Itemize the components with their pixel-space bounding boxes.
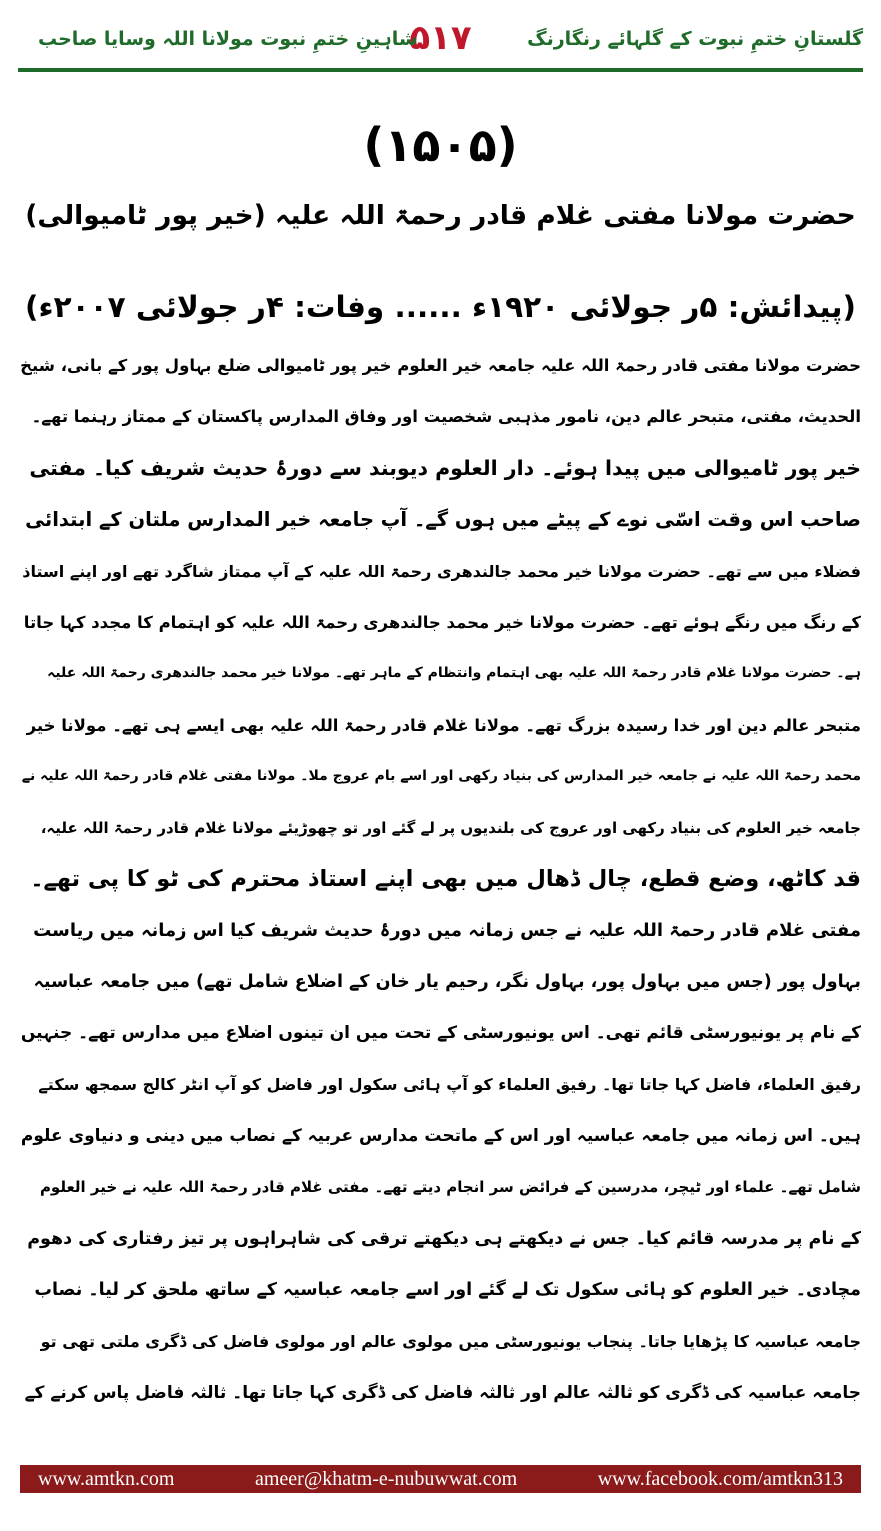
facebook-link[interactable]: www.facebook.com/amtkn313 bbox=[597, 1467, 843, 1490]
page-footer bbox=[20, 1465, 861, 1493]
page-number: ۵۱۷ bbox=[409, 18, 472, 58]
body-line: خیر پور ٹامیوالی میں پیدا ہوئے۔ دار العلوم دیوبند سے دورۂ حدیث شریف کیا۔ مفتی bbox=[29, 455, 861, 480]
body-line: بہاول پور (جس میں بہاول پور، بہاول نگر، رحیم یار خان کے اضلاع شامل تھے) میں جامعہ عباسیہ bbox=[33, 971, 861, 992]
website-link[interactable]: www.amtkn.com bbox=[38, 1467, 175, 1490]
body-line: حضرت مولانا مفتی قادر رحمۃ اللہ علیہ جامعہ خیر العلوم خیر پور ٹامیوالی ضلع بہاول پور کے بانی، شیخ bbox=[20, 356, 861, 375]
body-text bbox=[20, 340, 861, 1419]
body-line: رفیق العلماء، فاضل کہا جاتا تھا۔ رفیق العلماء کو آپ ہائی سکول اور فاضل کو آپ انٹر کالج سمجھ سکتے bbox=[38, 1075, 861, 1095]
body-line: کے نام پر مدرسہ قائم کیا۔ جس نے دیکھتے ہی دیکھتے ترقی کی شاہراہوں پر تیز رفتاری کی دھوم bbox=[27, 1228, 861, 1249]
page-header bbox=[18, 14, 863, 66]
body-line: ہے۔ حضرت مولانا غلام قادر رحمۃ اللہ علیہ بھی اہتمام وانتظام کے ماہر تھے۔ مولانا خیر محمد جالندھری رحمۃ اللہ علیہ bbox=[47, 665, 861, 682]
body-line: جامعہ خیر العلوم کی بنیاد رکھی اور عروج کی بلندیوں پر لے گئے اور تو چھوڑیئے مولانا غلام قادر رحمۃ اللہ علیہ، bbox=[40, 818, 861, 837]
body-line: محمد رحمۃ اللہ علیہ نے جامعہ خیر المدارس کی بنیاد رکھی اور اسے بام عروج ملا۔ مولانا مفتی غلام قادر رحمۃ اللہ علیہ نے bbox=[21, 768, 861, 785]
book-title: گلستانِ ختمِ نبوت کے گلہائے رنگارنگ bbox=[527, 28, 863, 50]
entry-dates: (پیدائش: ۵ر جولائی ۱۹۲۰ء ...... وفات: ۴ر جولائی ۲۰۰۷ء) bbox=[25, 290, 856, 324]
body-line: متبحر عالم دین اور خدا رسیدہ بزرگ تھے۔ مولانا غلام قادر رحمۃ اللہ علیہ بھی ایسے ہی تھے۔ مولانا خیر bbox=[26, 715, 861, 735]
body-line: الحدیث، مفتی، متبحر عالم دین، نامور مذہبی شخصیت اور وفاق المدارس پاکستان کے ممتاز رہنما تھے۔ bbox=[31, 407, 861, 427]
body-line: شامل تھے۔ علماء اور ٹیچر، مدرسین کے فرائض سر انجام دیتے تھے۔ مفتی غلام قادر رحمۃ اللہ علیہ نے خیر العلوم bbox=[39, 1178, 861, 1197]
body-line: جامعہ عباسیہ کا پڑھایا جاتا۔ پنجاب یونیورسٹی میں مولوی عالم اور مولوی فاضل کی ڈگری ملتی تھی تو bbox=[40, 1332, 861, 1352]
body-line: ہیں۔ اس زمانہ میں جامعہ عباسیہ اور اس کے ماتحت مدارس عربیہ کے نصاب میں دینی و دنیاوی علوم bbox=[20, 1125, 861, 1146]
body-line: قد کاٹھ، وضع قطع، چال ڈھال میں بھی اپنے استاذ محترم کی ٹو کا پی تھے۔ bbox=[30, 865, 861, 892]
body-line: مفتی غلام قادر رحمۃ اللہ علیہ نے جس زمانہ میں دورۂ حدیث شریف کیا اس زمانہ میں ریاست bbox=[33, 920, 861, 942]
header-divider bbox=[18, 68, 863, 72]
email-link[interactable]: ameer@khatm-e-nubuwwat.com bbox=[254, 1467, 518, 1490]
body-line: فضلاء میں سے تھے۔ حضرت مولانا خیر محمد جالندھری رحمۃ اللہ علیہ کے آپ ممتاز شاگرد تھے اور اپنے استاذ bbox=[22, 561, 861, 581]
entry-title: حضرت مولانا مفتی غلام قادر رحمۃ اللہ علیہ (خیر پور ٹامیوالی) bbox=[25, 200, 856, 231]
body-line: کے نام پر یونیورسٹی قائم تھی۔ اس یونیورسٹی کے تحت میں ان تینوں اضلاع میں مدارس تھے۔ جنہیں bbox=[20, 1023, 861, 1044]
entry-number: (۱۵۰۵) bbox=[363, 118, 518, 172]
author-title: شاہینِ ختمِ نبوت مولانا اللہ وسایا صاحب bbox=[38, 28, 418, 50]
body-line: صاحب اس وقت اسّی نوے کے پیٹے میں ہوں گے۔ آپ جامعہ خیر المدارس ملتان کے ابتدائی bbox=[25, 508, 861, 532]
body-line: کے رنگ میں رنگے ہوئے تھے۔ حضرت مولانا خیر محمد جالندھری رحمۃ اللہ علیہ کو اہتمام کا مجدد کہا جاتا bbox=[23, 612, 861, 632]
body-line: جامعہ عباسیہ کی ڈگری کو ثالثہ عالم اور ثالثہ فاضل کی ڈگری کہا جاتا تھا۔ ثالثہ فاضل پاس کرنے کے bbox=[24, 1382, 861, 1403]
body-line: مچادی۔ خیر العلوم کو ہائی سکول تک لے گئے اور اسے جامعہ عباسیہ کے ساتھ ملحق کر لیا۔ نصاب bbox=[34, 1280, 861, 1301]
